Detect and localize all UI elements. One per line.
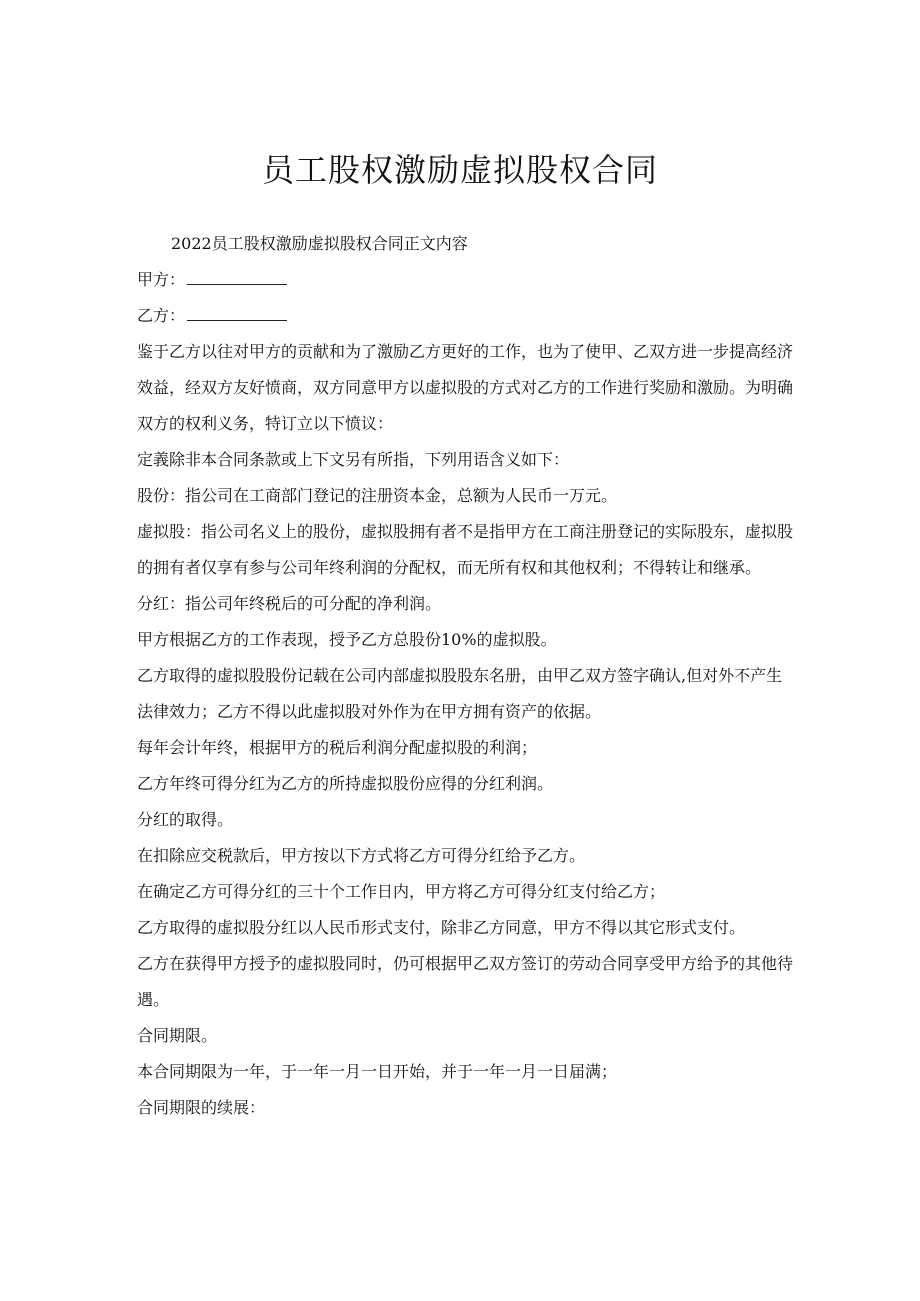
paragraph-definitions: 定義除非本合同条款或上下文另有所指，下列用语含义如下： [137,450,570,469]
paragraph-grant: 甲方根据乙方的工作表现，授予乙方总股份10%的虚拟股。 [137,630,557,649]
paragraph-payment-period: 在确定乙方可得分红的三十个工作日内，甲方将乙方可得分红支付给乙方； [137,882,666,901]
paragraph-payment-form: 乙方取得的虚拟股分红以人民币形式支付，除非乙方同意，甲方不得以其它形式支付。 [137,918,746,937]
party-b-label: 乙方： [137,306,186,325]
party-b-line [137,298,797,334]
party-b-blank [187,306,287,321]
document-body [137,226,797,1126]
paragraph-term: 本合同期限为一年，于一年一月一日开始，并于一年一月一日届满； [137,1062,618,1081]
document-subtitle: 2022员工股权激励虚拟股权合同正文内容 [171,234,468,253]
paragraph-term-heading: 合同期限。 [137,1026,218,1045]
party-a-line [137,262,797,298]
paragraph-available-dividend: 乙方年终可得分红为乙方的所持虚拟股份应得的分红利润。 [137,774,554,793]
paragraph-annual-distribution: 每年会计年终，根据甲方的税后利润分配虚拟股的利润； [137,738,538,757]
party-a-blank [187,270,287,285]
paragraph-term-renewal: 合同期限的续展： [137,1098,266,1117]
document-title: 员工股权激励虚拟股权合同 [261,151,658,189]
paragraph-tax-deduction: 在扣除应交税款后，甲方按以下方式将乙方可得分红给予乙方。 [137,846,586,865]
paragraph-register: 乙方取得的虚拟股股份记载在公司内部虚拟股股东名册，由甲乙双方签字确认,但对外不产生法律效力；乙方不得以此虚拟股对外作为在甲方拥有资产的依据。 [137,666,783,721]
paragraph-shares: 股份：指公司在工商部门登记的注册资本金，总额为人民币一万元。 [137,486,618,505]
paragraph-dividend-acquisition: 分红的取得。 [137,810,234,829]
paragraph-other-benefits: 乙方在获得甲方授予的虚拟股同时，仍可根据甲乙双方签订的劳动合同享受甲方给予的其他待遇。 [137,954,794,1009]
paragraph-dividend: 分红：指公司年终税后的可分配的净利润。 [137,594,442,613]
paragraph-virtual-shares: 虚拟股：指公司名义上的股份，虚拟股拥有者不是指甲方在工商注册登记的实际股东，虚拟股的拥有者仅享有参与公司年终利润的分配权，而无所有权和其他权利；不得转让和继承。 [137,522,794,577]
paragraph-preamble: 鉴于乙方以往对甲方的贡献和为了激励乙方更好的工作，也为了使甲、乙双方进一步提高经济效益，经双方友好愤商，双方同意甲方以虚拟股的方式对乙方的工作进行奖励和激励。为明确双方的权利义务，特订立以下愤议： [137,342,794,433]
party-a-label: 甲方： [137,270,186,289]
